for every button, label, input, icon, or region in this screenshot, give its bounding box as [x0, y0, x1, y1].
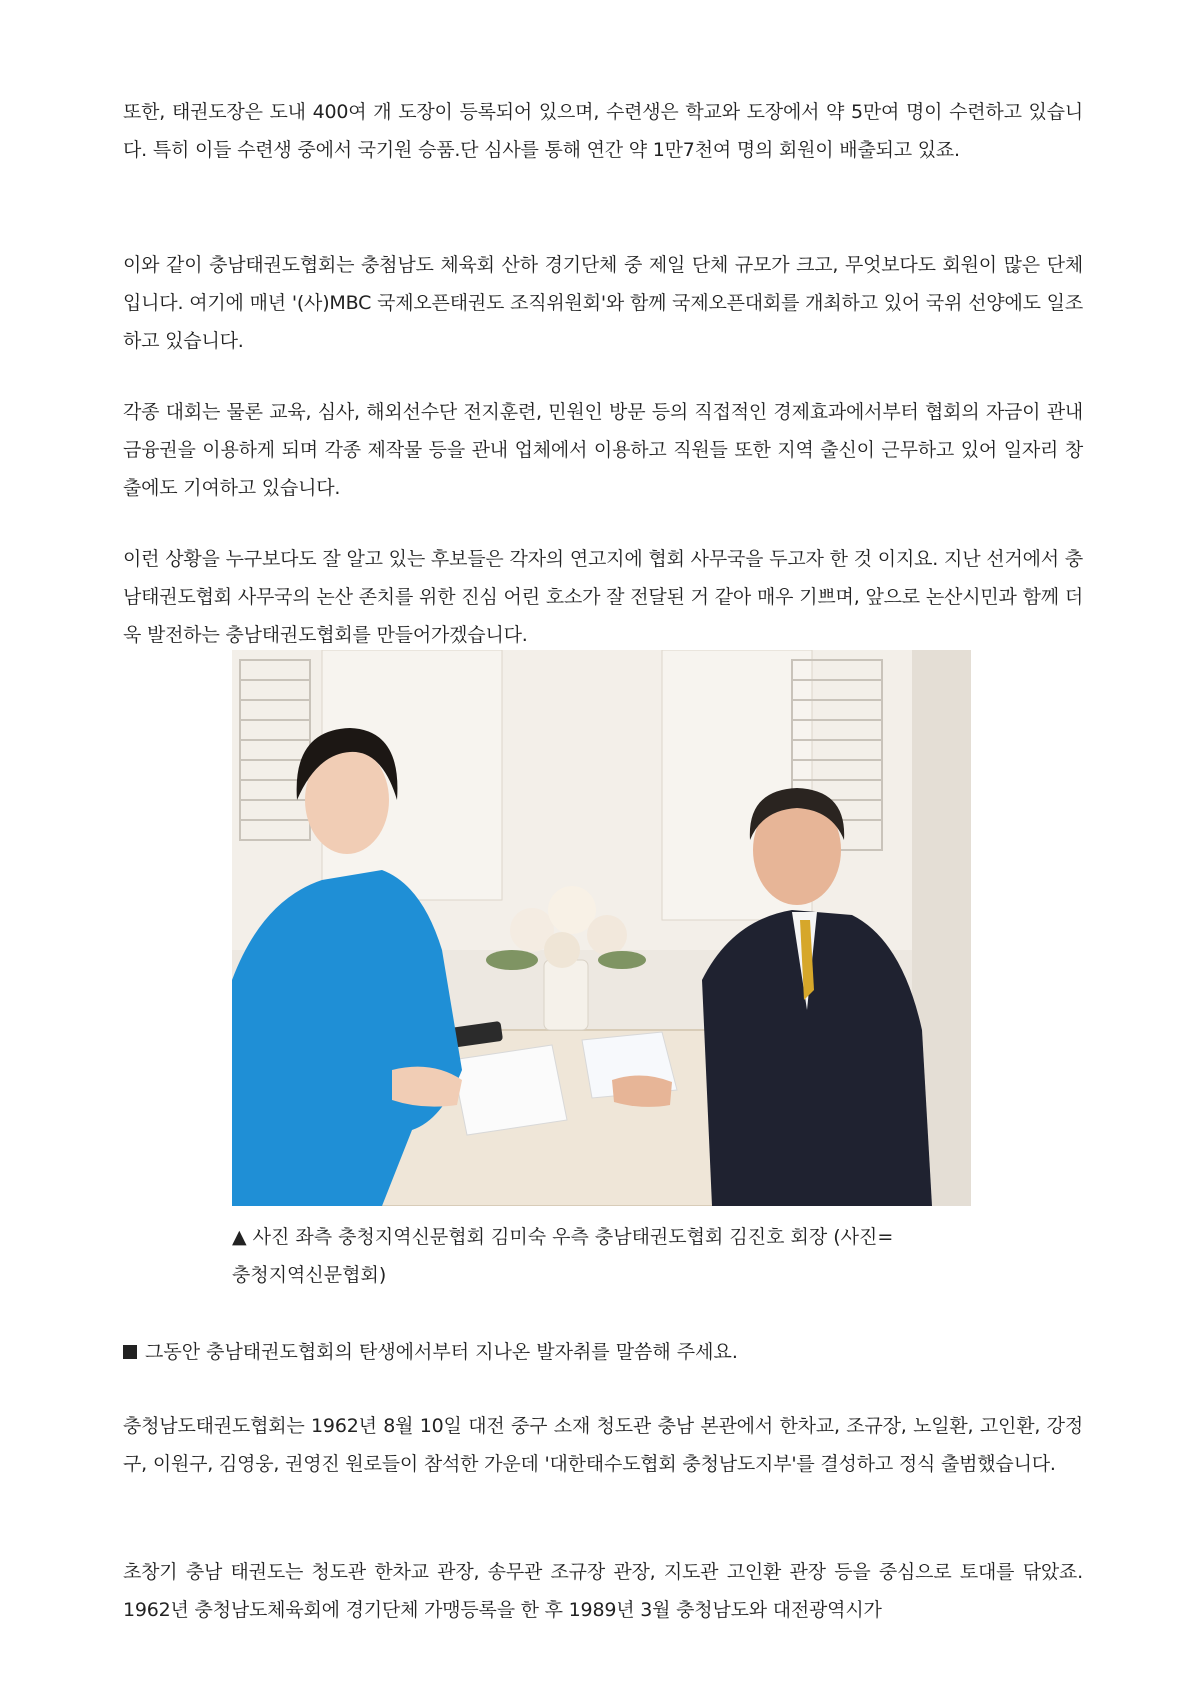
paragraph-association-scale: 이와 같이 충남태권도협회는 충첨남도 체육회 산하 경기단체 중 제일 단체 규모가 크고, 무엇보다도 회원이 많은 단체입니다. 여기에 매년 '(사)MBC 국제오픈태권도 조직위원회'와 함께 국제오픈대회를 개최하고 있어 국위 선양에도 일조하고 있습니다. [123, 254, 1083, 352]
interview-question-text: 그동안 충남태권도협회의 탄생에서부터 지나온 발자취를 말씀해 주세요. [145, 1341, 738, 1363]
paragraph-early-history: 초창기 충남 태권도는 청도관 한차교 관장, 송무관 조규장 관장, 지도관 고인환 관장 등을 중심으로 토대를 닦았죠. 1962년 충청남도체육회에 경기단체 가맹등록을 한 후 1989년 3월 충청남도와 대전광역시가 [123, 1561, 1083, 1621]
interview-question [123, 1333, 1083, 1371]
photo-caption-line2: 충청지역신문협회) [232, 1264, 387, 1286]
photo-caption-line1: ▲ 사진 좌측 충청지역신문협회 김미숙 우측 충남태권도협회 김진호 회장 (사진= [232, 1226, 894, 1248]
paragraph-founding: 충청남도태권도협회는 1962년 8월 10일 대전 중구 소재 청도관 충남 본관에서 한차교, 조규장, 노일환, 고인환, 강정구, 이원구, 김영웅, 권영진 원로들이 참석한 가운데 '대한태수도협회 충청남도지부'를 결성하고 정식 출범했습니다. [123, 1415, 1083, 1475]
paragraph-economic-effect: 각종 대회는 물론 교육, 심사, 해외선수단 전지훈련, 민원인 방문 등의 직접적인 경제효과에서부터 협회의 자금이 관내 금융권을 이용하게 되며 각종 제작물 등을 관내 업체에서 이용하고 직원들 또한 지역 출신이 근무하고 있어 일자리 창출에도 기여하고 있습니다. [123, 401, 1083, 499]
square-bullet-icon [123, 1345, 137, 1359]
paragraph-dojang-stats: 또한, 태권도장은 도내 400여 개 도장이 등록되어 있으며, 수련생은 학교와 도장에서 약 5만여 명이 수련하고 있습니다. 특히 이들 수련생 중에서 국기원 승품.단 심사를 통해 연간 약 1만7천여 명의 회원이 배출되고 있죠. [123, 101, 1083, 161]
paragraph-nonsan-office: 이런 상황을 누구보다도 잘 알고 있는 후보들은 각자의 연고지에 협회 사무국을 두고자 한 것 이지요. 지난 선거에서 충남태권도협회 사무국의 논산 존치를 위한 진심 어린 호소가 잘 전달된 거 같아 매우 기쁘며, 앞으로 논산시민과 함께 더욱 발전하는 충남태권도협회를 만들어가겠습니다. [123, 548, 1083, 646]
signing-photo [232, 650, 971, 1206]
photo-caption [232, 1218, 972, 1294]
